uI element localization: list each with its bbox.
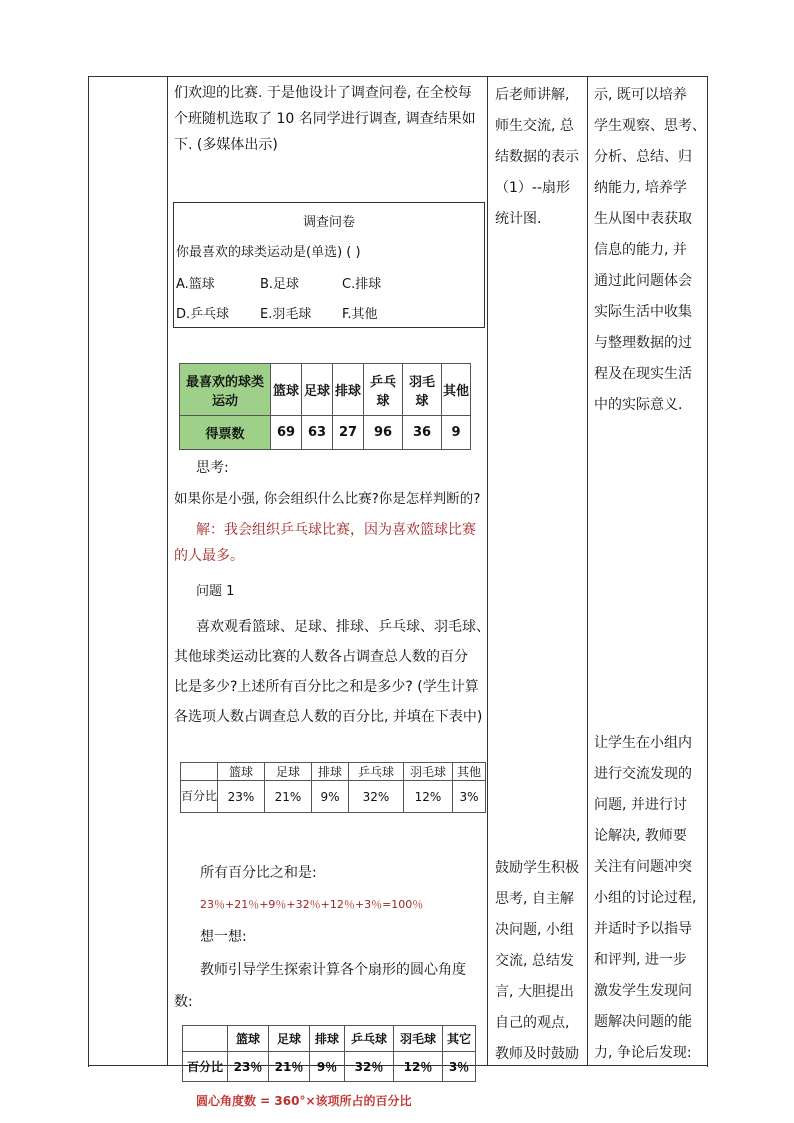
column3-line: 师生交流, 总 bbox=[495, 118, 574, 134]
percentage-cell: 21% bbox=[265, 781, 312, 813]
empty-corner-cell bbox=[183, 1026, 228, 1052]
percentage2-header-cell: 羽毛球 bbox=[394, 1026, 443, 1052]
column4-line: 中的实际意义. bbox=[594, 397, 683, 413]
column3-block1 bbox=[495, 80, 579, 235]
percentage-table bbox=[180, 762, 486, 813]
column4-line: 信息的能力, 并 bbox=[594, 242, 687, 258]
percentage2-header-cell: 篮球 bbox=[228, 1026, 269, 1052]
percentage2-cell: 3％ bbox=[443, 1052, 476, 1082]
votes-header-cell: 其他 bbox=[442, 364, 471, 416]
column4-line: 与整理数据的过 bbox=[594, 335, 692, 351]
answer-line: 解：我会组织乒乓球比赛，因为喜欢篮球比赛 bbox=[196, 522, 476, 538]
column4-line: 示, 既可以培养 bbox=[594, 87, 687, 103]
column-divider-2 bbox=[487, 76, 488, 1066]
column3-line: 思考, 自主解 bbox=[495, 891, 574, 907]
column3-line: 自己的观点, bbox=[495, 1015, 570, 1031]
central-angle-formula: 圆心角度数 = 360°×该项所占的百分比 bbox=[196, 1094, 412, 1108]
column3-line: 决问题, 小组 bbox=[495, 922, 574, 938]
votes-cell: 63 bbox=[302, 416, 333, 450]
percentage2-cell: 12％ bbox=[394, 1052, 443, 1082]
percentage-header-cell: 其他 bbox=[453, 763, 486, 781]
votes-header-cell: 排球 bbox=[333, 364, 364, 416]
percentage2-header-cell: 足球 bbox=[269, 1026, 310, 1052]
column4-line: 让学生在小组内 bbox=[594, 735, 692, 751]
column3-line: 教师及时鼓励 bbox=[495, 1046, 579, 1062]
think-label: 思考: bbox=[196, 460, 229, 476]
option-e: E.羽毛球 bbox=[260, 307, 312, 322]
votes-header-cell: 羽毛球 bbox=[403, 364, 442, 416]
column3-line: 交流, 总结发 bbox=[495, 953, 574, 969]
option-d: D.乒乓球 bbox=[176, 307, 230, 322]
votes-row-label: 得票数 bbox=[180, 416, 271, 450]
percentage2-cell: 9％ bbox=[310, 1052, 345, 1082]
percentage-header-cell: 排球 bbox=[312, 763, 349, 781]
intro-paragraph bbox=[174, 80, 476, 158]
problem-line: 比是多少?上述所有百分比之和是多少? (学生计算 bbox=[174, 679, 479, 695]
percentage2-header-cell: 其它 bbox=[443, 1026, 476, 1052]
answer-line: 的人最多。 bbox=[174, 548, 244, 564]
percentage-cell: 3% bbox=[453, 781, 486, 813]
votes-cell: 69 bbox=[271, 416, 302, 450]
option-b: B.足球 bbox=[260, 277, 300, 292]
column4-line: 进行交流发现的 bbox=[594, 766, 692, 782]
problem-paragraph bbox=[174, 612, 490, 732]
percentage-cell: 12% bbox=[404, 781, 453, 813]
think-question: 如果你是小强, 你会组织什么比赛?你是怎样判断的? bbox=[174, 491, 481, 507]
votes-table bbox=[179, 363, 471, 450]
column4-line: 题解决问题的能 bbox=[594, 1014, 692, 1030]
problem-line: 各选项人数占调查总人数的百分比, 并填在下表中) bbox=[174, 709, 483, 725]
column4-line: 力, 争论后发现: bbox=[594, 1045, 692, 1061]
guide-line: 教师引导学生探索计算各个扇形的圆心角度 bbox=[200, 962, 466, 978]
think-again-label: 想一想: bbox=[200, 929, 247, 945]
column4-line: 激发学生发现问 bbox=[594, 983, 692, 999]
column4-block1 bbox=[594, 80, 706, 421]
problem-line: 其他球类运动比赛的人数各占调查总人数的百分 bbox=[174, 649, 468, 665]
column-divider-1 bbox=[167, 76, 168, 1066]
column4-line: 论解决, 教师要 bbox=[594, 828, 687, 844]
percentage-header-cell: 篮球 bbox=[218, 763, 265, 781]
intro-line: 个班随机选取了 10 名同学进行调查, 调查结果如 bbox=[174, 111, 476, 127]
questionnaire-box bbox=[173, 202, 485, 328]
column4-line: 纳能力, 培养学 bbox=[594, 180, 687, 196]
percentage-header-cell: 足球 bbox=[265, 763, 312, 781]
column4-line: 分析、总结、归 bbox=[594, 149, 692, 165]
guide-paragraph bbox=[174, 954, 466, 1018]
column4-line: 生从图中表获取 bbox=[594, 211, 692, 227]
percentage2-cell: 32％ bbox=[345, 1052, 394, 1082]
column3-block2 bbox=[495, 853, 579, 1070]
option-f: F.其他 bbox=[342, 307, 378, 322]
votes-cell: 36 bbox=[403, 416, 442, 450]
percentage2-cell: 21％ bbox=[269, 1052, 310, 1082]
column3-line: 言, 大胆提出 bbox=[495, 984, 574, 1000]
questionnaire-title: 调查问卷 bbox=[302, 215, 355, 230]
intro-line: 下. (多媒体出示) bbox=[174, 137, 278, 153]
percentage-header-cell: 乒乓球 bbox=[349, 763, 404, 781]
column4-line: 关注有问题冲突 bbox=[594, 859, 692, 875]
percentage-cell: 23% bbox=[218, 781, 265, 813]
votes-header-label: 最喜欢的球类运动 bbox=[180, 364, 271, 416]
questionnaire-question: 你最喜欢的球类运动是(单选) ( ) bbox=[176, 245, 361, 260]
sum-label: 所有百分比之和是: bbox=[200, 865, 317, 881]
percentage2-cell: 23％ bbox=[228, 1052, 269, 1082]
option-a: A.篮球 bbox=[176, 277, 215, 292]
column3-line: 后老师讲解, bbox=[495, 87, 570, 103]
votes-header-cell: 篮球 bbox=[271, 364, 302, 416]
column4-line: 通过此问题体会 bbox=[594, 273, 692, 289]
column4-line: 小组的讨论过程, bbox=[594, 890, 697, 906]
column4-block2 bbox=[594, 728, 696, 1069]
percentage-table-2 bbox=[182, 1025, 476, 1082]
column3-line: 鼓励学生积极 bbox=[495, 860, 579, 876]
problem-title: 问题 1 bbox=[196, 584, 235, 599]
problem-line: 喜欢观看篮球、足球、排球、乒乓球、羽毛球、 bbox=[196, 619, 490, 635]
column3-line: 统计图. bbox=[495, 211, 542, 227]
column3-line: （1）--扇形 bbox=[495, 180, 571, 196]
column4-line: 问题, 并进行讨 bbox=[594, 797, 687, 813]
votes-cell: 96 bbox=[364, 416, 403, 450]
column4-line: 程及在现实生活 bbox=[594, 366, 692, 382]
empty-corner-cell bbox=[181, 763, 218, 781]
guide-line: 数: bbox=[174, 994, 193, 1010]
votes-header-cell: 乒乓球 bbox=[364, 364, 403, 416]
answer-block bbox=[174, 517, 484, 569]
votes-header-cell: 足球 bbox=[302, 364, 333, 416]
percentage2-header-cell: 排球 bbox=[310, 1026, 345, 1052]
percentage-header-cell: 羽毛球 bbox=[404, 763, 453, 781]
percentage-cell: 32% bbox=[349, 781, 404, 813]
column4-line: 并适时予以指导 bbox=[594, 921, 692, 937]
intro-line: 们欢迎的比赛. 于是他设计了调查问卷, 在全校每 bbox=[174, 85, 472, 101]
votes-cell: 9 bbox=[442, 416, 471, 450]
percentage-row-label: 百分比 bbox=[181, 781, 218, 813]
column3-line: 结数据的表示 bbox=[495, 149, 579, 165]
percentage-cell: 9% bbox=[312, 781, 349, 813]
sum-formula: 23％+21％+9％+32％+12％+3％=100％ bbox=[200, 898, 424, 911]
column4-line: 和评判, 进一步 bbox=[594, 952, 687, 968]
percentage2-header-cell: 乒乓球 bbox=[345, 1026, 394, 1052]
percentage2-row-label: 百分比 bbox=[183, 1052, 228, 1082]
column4-line: 学生观察、思考、 bbox=[594, 118, 706, 134]
column-divider-3 bbox=[587, 76, 588, 1066]
votes-cell: 27 bbox=[333, 416, 364, 450]
column4-line: 实际生活中收集 bbox=[594, 304, 692, 320]
option-c: C.排球 bbox=[342, 277, 382, 292]
